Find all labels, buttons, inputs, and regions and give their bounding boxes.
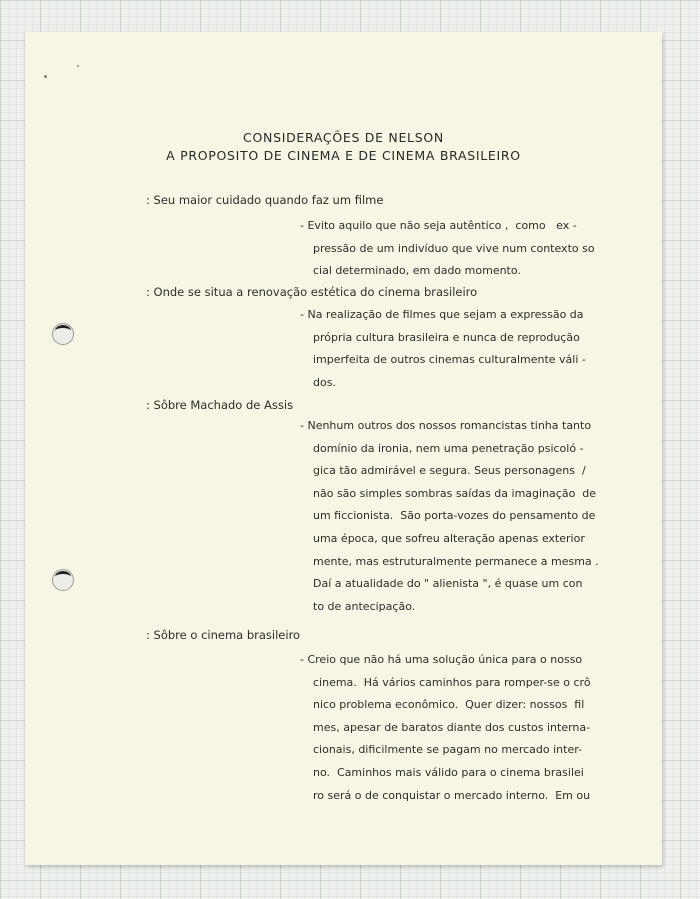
answer-line: mes, apesar de baratos diante dos custos interna-: [313, 720, 591, 734]
answer-line: ro será o de conquistar o mercado interno. Em ou: [313, 788, 591, 802]
question-1: : Seu maior cuidado quando faz um filme: [146, 193, 384, 207]
binder-hole-top: [52, 323, 74, 345]
answer-line: própria cultura brasileira e nunca de reprodução: [313, 330, 580, 344]
answer-line: Daí a atualidade do " alienista ", é quase um con: [313, 577, 583, 591]
title-line-2: A PROPOSITO DE CINEMA E DE CINEMA BRASILEIRO: [166, 148, 521, 163]
question-2: : Onde se situa a renovação estética do cinema brasileiro: [146, 285, 478, 299]
answer-line: - Na realização de filmes que sejam a expressão da: [300, 308, 584, 321]
paper-speck: [77, 65, 79, 67]
answer-line: uma época, que sofreu alteração apenas exterior: [313, 531, 585, 545]
binder-hole-bottom: [52, 569, 74, 591]
answer-line: - Nenhum outros dos nossos romancistas tinha tanto: [300, 419, 592, 432]
answer-1: [300, 215, 595, 283]
answer-line: pressão de um indivíduo que vive num contexto so: [313, 241, 595, 255]
paper-speck: [44, 75, 47, 78]
answer-line: cionais, dificilmente se pagam no mercado inter-: [313, 743, 582, 757]
answer-line: cinema. Há vários caminhos para romper-se o crô: [313, 675, 591, 689]
answer-line: to de antecipação.: [313, 599, 416, 613]
answer-2: [300, 304, 586, 394]
answer-line: no. Caminhos mais válido para o cinema brasilei: [313, 765, 584, 779]
question-4: : Sôbre o cinema brasileiro: [146, 628, 301, 642]
answer-line: - Creio que não há uma solução única para o nosso: [300, 653, 583, 666]
answer-3: [300, 415, 599, 618]
answer-line: domínio da ironia, nem uma penetração psicoló -: [313, 441, 584, 455]
answer-line: - Evito aquilo que não seja autêntico , como ex -: [300, 219, 577, 232]
answer-line: dos.: [313, 375, 336, 389]
answer-line: não são simples sombras saídas da imaginação de: [313, 486, 597, 500]
question-3: : Sôbre Machado de Assis: [146, 398, 294, 412]
answer-line: nico problema econômico. Quer dizer: nossos fil: [313, 698, 585, 712]
answer-line: mente, mas estruturalmente permanece a mesma .: [313, 554, 599, 568]
answer-line: um ficcionista. São porta-vozes do pensamento de: [313, 509, 596, 523]
answer-line: imperfeita de outros cinemas culturalmente váli -: [313, 353, 586, 367]
answer-4: [300, 649, 591, 807]
document-page: [25, 32, 662, 865]
answer-line: cial determinado, em dado momento.: [313, 264, 521, 278]
answer-line: gica tão admirável e segura. Seus personagens /: [313, 464, 586, 478]
title-line-1: CONSIDERAÇÕES DE NELSON: [243, 130, 444, 145]
